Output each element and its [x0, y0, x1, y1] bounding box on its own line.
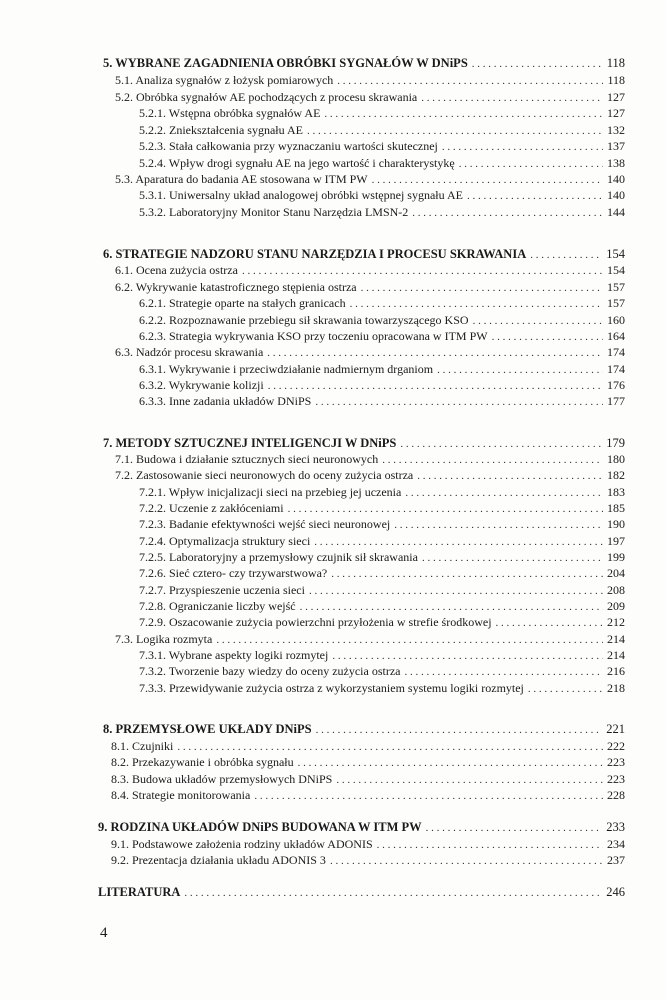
entry-page: 154 [607, 263, 625, 277]
dot-leader [184, 885, 602, 901]
entry-page: 208 [607, 583, 625, 597]
toc-section-entry[interactable] [115, 467, 625, 484]
toc-section-entry[interactable] [111, 754, 625, 771]
toc-subsection-entry[interactable] [139, 500, 625, 517]
entry-title: 7.3.1. Wybrane aspekty logiki rozmytej [139, 648, 329, 662]
entry-title: 7.2.3. Badanie efektywności wejść sieci neuronowej [139, 517, 391, 531]
entry-title: 8.4. Strategie monitorowania [111, 788, 251, 802]
entry-title: 9. RODZINA UKŁADÓW DNiPS BUDOWANA W ITM PW [98, 820, 422, 834]
entry-title: 5.3.1. Uniwersalny układ analogowej obróbki wstępnej sygnału AE [139, 188, 463, 202]
toc-section-entry[interactable] [115, 631, 625, 648]
toc-section-entry[interactable] [111, 771, 625, 788]
entry-title: 7.3.2. Tworzenie bazy wiedzy do oceny zużycia ostrza [139, 664, 401, 678]
dot-leader [332, 648, 603, 664]
toc-chapter-entry[interactable] [103, 55, 625, 72]
entry-title: 9.1. Podstawowe założenia rodziny układów ADONIS [111, 837, 373, 851]
entry-title: 7.2.2. Uczenie z zakłóceniami [139, 501, 284, 515]
entry-page: 174 [607, 345, 625, 359]
toc-subsection-entry[interactable] [139, 187, 625, 204]
dot-leader [361, 280, 603, 296]
toc-subsection-entry[interactable] [139, 295, 625, 312]
toc-section-entry[interactable] [111, 787, 625, 804]
toc-subsection-entry[interactable] [139, 204, 625, 221]
entry-page: 127 [607, 90, 625, 104]
entry-page: 190 [607, 517, 625, 531]
toc-subsection-entry[interactable] [139, 680, 625, 697]
toc-section-entry[interactable] [115, 262, 625, 279]
toc-section-entry[interactable] [111, 738, 625, 755]
dot-leader [337, 73, 603, 89]
entry-title: 6.3.3. Inne zadania układów DNiPS [139, 394, 312, 408]
toc-literature-entry[interactable] [98, 884, 625, 901]
entry-title: 6.2.2. Rozpoznawanie przebiegu sił skrawania towarzyszącego KSO [139, 313, 469, 327]
entry-page: 127 [607, 106, 625, 120]
entry-title: 7.2. Zastosowanie sieci neuronowych do oceny zużycia ostrza [115, 468, 414, 482]
toc-subsection-entry[interactable] [139, 533, 625, 550]
toc-chapter-entry[interactable] [103, 721, 625, 738]
toc-section-entry[interactable] [111, 852, 625, 869]
entry-page: 212 [607, 615, 625, 629]
toc-section-entry[interactable] [115, 451, 625, 468]
dot-leader [442, 139, 603, 155]
entry-title: 6.3.2. Wykrywanie kolizji [139, 378, 264, 392]
dot-leader [242, 263, 603, 279]
dot-leader [467, 188, 603, 204]
entry-page: 222 [607, 739, 625, 753]
dot-leader [288, 501, 603, 517]
entry-page: 157 [607, 296, 625, 310]
entry-title: LITERATURA [98, 885, 181, 899]
dot-leader [216, 632, 603, 648]
entry-title: 8.2. Przekazywanie i obróbka sygnału [111, 755, 294, 769]
entry-page: 177 [607, 394, 625, 408]
entry-page: 180 [607, 452, 625, 466]
dot-leader [298, 755, 603, 771]
entry-page: 157 [607, 280, 625, 294]
dot-leader [300, 599, 603, 615]
toc-subsection-entry[interactable] [139, 155, 625, 172]
entry-page: 209 [607, 599, 625, 613]
entry-page: 223 [607, 772, 625, 786]
dot-leader [417, 468, 603, 484]
entry-page: 199 [607, 550, 625, 564]
dot-leader [473, 313, 603, 329]
entry-page: 218 [607, 681, 625, 695]
dot-leader [394, 517, 603, 533]
page-number: 4 [100, 925, 108, 941]
entry-title: 9.2. Prezentacja działania układu ADONIS 3 [111, 853, 326, 867]
entry-title: 6.2.1. Strategie oparte na stałych granicach [139, 296, 346, 310]
entry-title: 7.2.5. Laboratoryjny a przemysłowy czujnik sił skrawania [139, 550, 418, 564]
entry-page: 118 [606, 56, 625, 70]
toc-section-entry[interactable] [115, 171, 625, 188]
dot-leader [324, 106, 603, 122]
entry-page: 221 [606, 722, 625, 736]
entry-page: 144 [607, 205, 625, 219]
entry-title: 6.3.1. Wykrywanie i przeciwdziałanie nadmiernym drganiom [139, 362, 434, 376]
dot-leader [472, 56, 603, 72]
toc-subsection-entry[interactable] [139, 484, 625, 501]
entry-page: 137 [607, 139, 625, 153]
toc-section-entry[interactable] [111, 836, 625, 853]
entry-title: 7. METODY SZTUCZNEJ INTELIGENCJI W DNiPS [103, 436, 397, 450]
dot-leader [336, 772, 603, 788]
toc-subsection-entry[interactable] [139, 138, 625, 155]
entry-page: 140 [607, 172, 625, 186]
dot-leader [309, 583, 603, 599]
entry-page: 179 [606, 436, 625, 450]
dot-leader [307, 123, 603, 139]
toc-subsection-entry[interactable] [139, 647, 625, 664]
entry-page: 132 [607, 123, 625, 137]
toc-subsection-entry[interactable] [139, 598, 625, 615]
entry-title: 5.2.3. Stała całkowania przy wyznaczaniu wartości skutecznej [139, 139, 438, 153]
entry-page: 204 [607, 566, 625, 580]
toc-subsection-entry[interactable] [139, 516, 625, 533]
toc-subsection-entry[interactable] [139, 105, 625, 122]
entry-page: 164 [607, 329, 625, 343]
entry-title: 7.3. Logika rozmyta [115, 632, 213, 646]
dot-leader [400, 436, 602, 452]
entry-page: 183 [607, 485, 625, 499]
entry-title: 6.2. Wykrywanie katastroficznego stępienia ostrza [115, 280, 357, 294]
entry-page: 154 [606, 247, 625, 261]
dot-leader [382, 452, 603, 468]
entry-page: 185 [607, 501, 625, 515]
entry-page: 174 [607, 362, 625, 376]
dot-leader [405, 664, 604, 680]
toc-subsection-entry[interactable] [139, 328, 625, 345]
toc-subsection-entry[interactable] [139, 393, 625, 410]
entry-title: 7.2.9. Oszacowanie zużycia powierzchni przyłożenia w strefie środkowej [139, 615, 492, 629]
dot-leader [316, 722, 603, 738]
toc-subsection-entry[interactable] [139, 565, 625, 582]
dot-leader [254, 788, 603, 804]
toc-subsection-entry[interactable] [139, 663, 625, 680]
entry-title: 5.1. Analiza sygnałów z łożysk pomiarowych [115, 73, 334, 87]
toc-subsection-entry[interactable] [139, 377, 625, 394]
entry-page: 234 [607, 837, 625, 851]
toc-subsection-entry[interactable] [139, 312, 625, 329]
toc-section-entry[interactable] [115, 72, 625, 89]
entry-page: 214 [607, 632, 625, 646]
entry-title: 7.1. Budowa i działanie sztucznych sieci neuronowych [115, 452, 379, 466]
dot-leader [330, 853, 603, 869]
dot-leader [421, 90, 603, 106]
entry-page: 197 [607, 534, 625, 548]
dot-leader [422, 550, 603, 566]
entry-page: 182 [607, 468, 625, 482]
entry-title: 8.3. Budowa układów przemysłowych DNiPS [111, 772, 333, 786]
dot-leader [314, 534, 603, 550]
dot-leader [437, 362, 603, 378]
entry-page: 246 [606, 885, 625, 899]
entry-title: 5.2.1. Wstępna obróbka sygnałów AE [139, 106, 321, 120]
entry-page: 160 [607, 313, 625, 327]
entry-title: 7.2.4. Optymalizacja struktury sieci [139, 534, 311, 548]
entry-page: 233 [606, 820, 625, 834]
dot-leader [412, 205, 603, 221]
entry-page: 138 [607, 156, 625, 170]
toc-section-entry[interactable] [115, 279, 625, 296]
entry-title: 5. WYBRANE ZAGADNIENIA OBRÓBKI SYGNAŁÓW W DNiPS [103, 56, 468, 70]
toc-subsection-entry[interactable] [139, 361, 625, 378]
entry-page: 214 [607, 648, 625, 662]
entry-title: 8.1. Czujniki [111, 739, 174, 753]
dot-leader [377, 837, 603, 853]
toc-subsection-entry[interactable] [139, 614, 625, 631]
toc-chapter-entry[interactable] [103, 435, 625, 452]
entry-page: 176 [607, 378, 625, 392]
dot-leader [372, 172, 603, 188]
entry-page: 140 [607, 188, 625, 202]
dot-leader [492, 329, 603, 345]
entry-title: 5.3. Aparatura do badania AE stosowana w ITM PW [115, 172, 368, 186]
dot-leader [426, 820, 603, 836]
toc-section-entry[interactable] [115, 344, 625, 361]
entry-page: 223 [607, 755, 625, 769]
dot-leader [331, 566, 603, 582]
entry-title: 6.1. Ocena zużycia ostrza [115, 263, 238, 277]
toc-subsection-entry[interactable] [139, 549, 625, 566]
entry-title: 5.2.4. Wpływ drogi sygnału AE na jego wartość i charakterystykę [139, 156, 455, 170]
dot-leader [496, 615, 603, 631]
entry-page: 228 [607, 788, 625, 802]
dot-leader [530, 247, 602, 263]
entry-title: 7.2.1. Wpływ inicjalizacji sieci na przebieg jej uczenia [139, 485, 402, 499]
dot-leader [315, 394, 603, 410]
entry-title: 7.2.8. Ograniczanie liczby wejść [139, 599, 296, 613]
toc-chapter-entry[interactable] [103, 246, 625, 263]
entry-title: 7.2.6. Sieć cztero- czy trzywarstwowa? [139, 566, 328, 580]
entry-page: 237 [607, 853, 625, 867]
dot-leader [459, 156, 603, 172]
entry-title: 7.2.7. Przyspieszenie uczenia sieci [139, 583, 305, 597]
toc-section-entry[interactable] [115, 89, 625, 106]
dot-leader [350, 296, 603, 312]
entry-page: 216 [607, 664, 625, 678]
dot-leader [177, 739, 603, 755]
entry-title: 6.2.3. Strategia wykrywania KSO przy toczeniu opracowana w ITM PW [139, 329, 488, 343]
dot-leader [405, 485, 603, 501]
entry-title: 6.3. Nadzór procesu skrawania [115, 345, 264, 359]
entry-title: 8. PRZEMYSŁOWE UKŁADY DNiPS [103, 722, 312, 736]
toc-subsection-entry[interactable] [139, 122, 625, 139]
entry-title: 6. STRATEGIE NADZORU STANU NARZĘDZIA I PROCESU SKRAWANIA [103, 247, 527, 261]
entry-title: 5.3.2. Laboratoryjny Monitor Stanu Narzędzia LMSN-2 [139, 205, 409, 219]
dot-leader [267, 345, 603, 361]
entry-title: 7.3.3. Przewidywanie zużycia ostrza z wykorzystaniem systemu logiki rozmytej [139, 681, 524, 695]
toc-subsection-entry[interactable] [139, 582, 625, 599]
entry-title: 5.2.2. Zniekształcenia sygnału AE [139, 123, 303, 137]
dot-leader [528, 681, 603, 697]
entry-title: 5.2. Obróbka sygnałów AE pochodzących z procesu skrawania [115, 90, 418, 104]
entry-page: 118 [607, 73, 625, 87]
toc-chapter-entry[interactable] [98, 819, 625, 836]
dot-leader [268, 378, 603, 394]
